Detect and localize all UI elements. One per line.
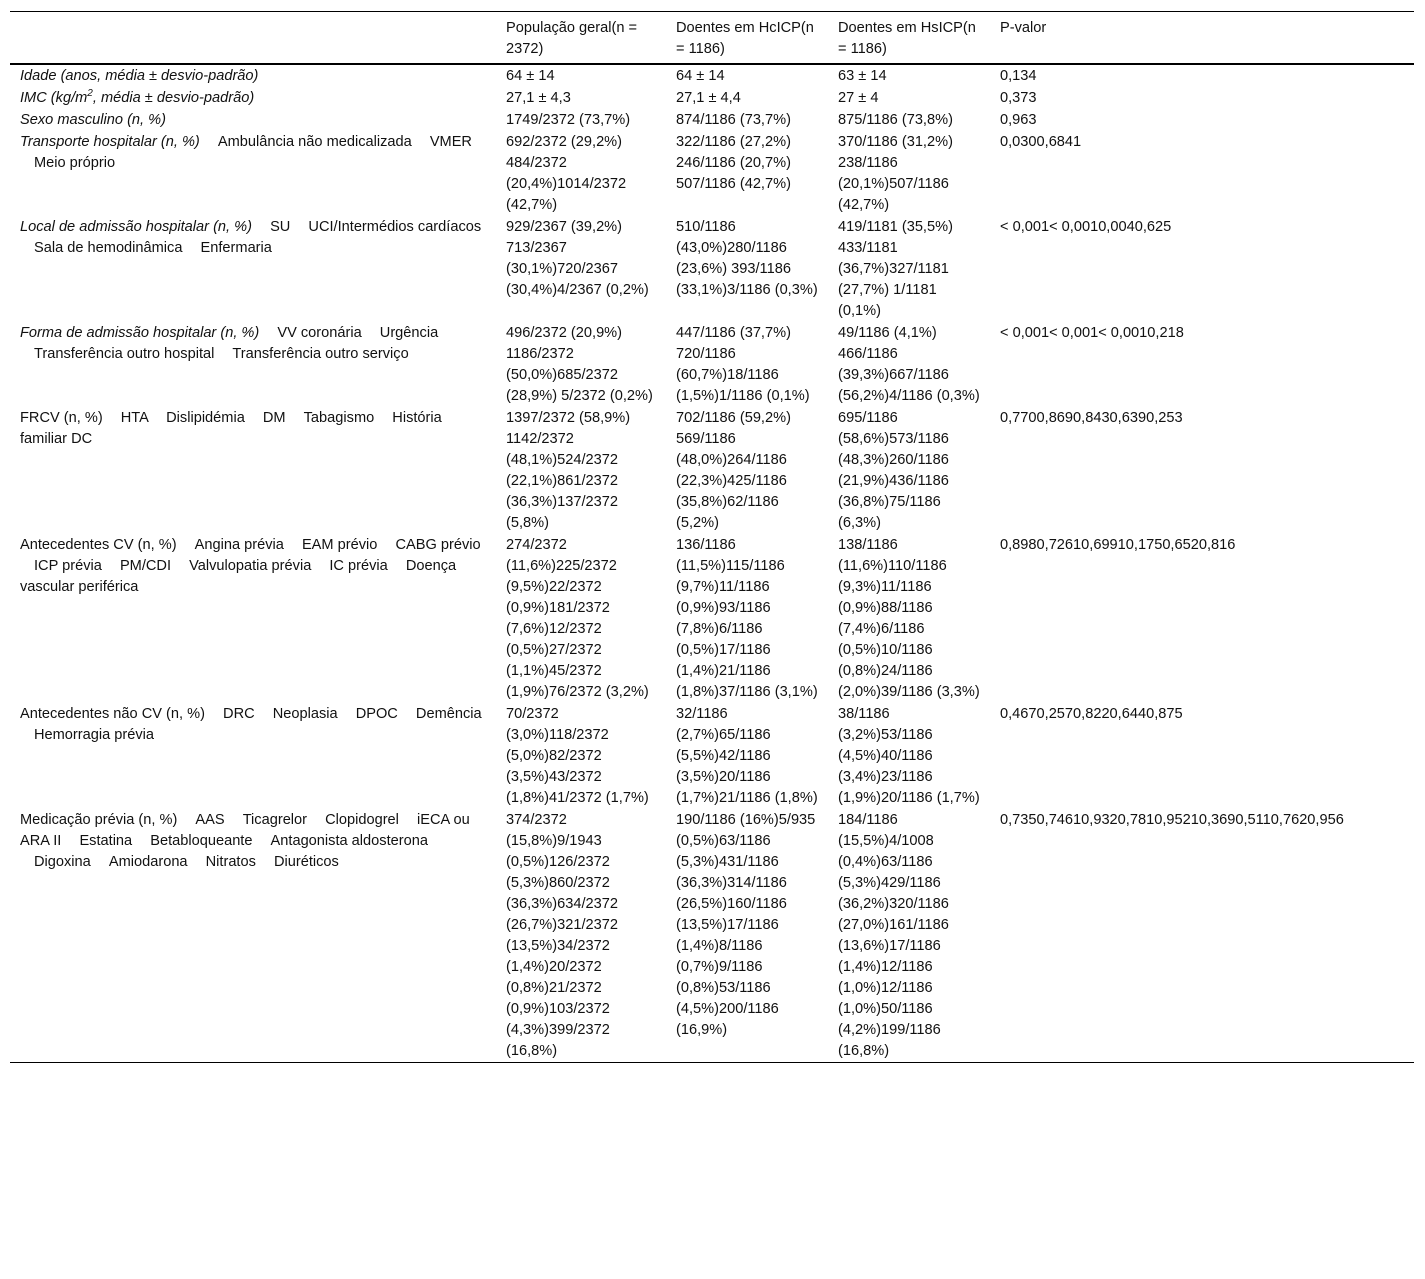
row-subitem: Meio próprio: [34, 155, 116, 171]
row-subitem: Transferência outro hospital: [34, 346, 215, 362]
row-label-text: FRCV (n, %): [20, 410, 103, 426]
table-row: [10, 109, 1414, 131]
cell-hcicp: 64 ± 14: [676, 68, 725, 84]
header-hsicp: Doentes em HsICP(n = 1186): [838, 20, 976, 57]
table-header-row: [10, 12, 1414, 65]
cell-hsicp: 27 ± 4: [838, 90, 879, 106]
row-subitem: ICP prévia: [34, 558, 102, 574]
cell-general: 27,1 ± 4,3: [506, 90, 571, 106]
cell-general: 274/2372 (11,6%)225/2372 (9,5%)22/2372 (0,9%)181/2372 (7,6%)12/2372 (0,5%)27/2372 (1,1%)45/2372 (1,9%)76/2372 (3,2%): [506, 537, 649, 700]
row-subitem: CABG prévio: [395, 537, 481, 553]
row-subitem: Demência: [415, 706, 482, 722]
row-label-text: IMC (kg/m: [20, 90, 88, 106]
row-label-text: Forma de admissão hospitalar (n, %): [20, 325, 260, 341]
cell-hcicp: 874/1186 (73,7%): [676, 112, 791, 128]
cell-general: 929/2367 (39,2%) 713/2367 (30,1%)720/2367 (30,4%)4/2367 (0,2%): [506, 219, 649, 298]
row-subitem: SU: [270, 219, 291, 235]
row-subitem: Betabloqueante: [150, 833, 253, 849]
header-p-value: P-valor: [1000, 20, 1047, 36]
row-label-text: Medicação prévia (n, %): [20, 812, 178, 828]
row-subitem: Amiodarona: [108, 854, 188, 870]
cell-hsicp: 370/1186 (31,2%) 238/1186 (20,1%)507/1186 (42,7%): [838, 134, 953, 213]
row-label: [10, 703, 496, 809]
header-empty: [10, 12, 496, 65]
table-row: [10, 216, 1414, 322]
row-label: [10, 534, 496, 703]
cell-general: 374/2372 (15,8%)9/1943 (0,5%)126/2372 (5,3%)860/2372 (36,3%)634/2372 (26,7%)321/2372 (13,5%)34/2372 (1,4%)20/2372 (0,8%)21/2372 (0,9%)103/2372 (4,3%)399/2372 (16,8%): [506, 812, 618, 1059]
cell-p-value: 0,7700,8690,8430,6390,253: [1000, 410, 1183, 426]
row-subitem: VMER: [429, 134, 472, 150]
row-subitem: Neoplasia: [272, 706, 338, 722]
cell-hsicp: 419/1181 (35,5%) 433/1181 (36,7%)327/1181 (27,7%) 1/1181 (0,1%): [838, 219, 953, 319]
cell-p-value: 0,7350,74610,9320,7810,95210,3690,5110,7620,956: [1000, 812, 1344, 828]
row-subitem: Valvulopatia prévia: [189, 558, 312, 574]
cell-general: 70/2372 (3,0%)118/2372 (5,0%)82/2372 (3,5%)43/2372 (1,8%)41/2372 (1,7%): [506, 706, 649, 806]
cell-hcicp: 447/1186 (37,7%) 720/1186 (60,7%)18/1186 (1,5%)1/1186 (0,1%): [676, 325, 810, 404]
row-subitem: Enfermaria: [200, 240, 272, 256]
row-subitem: Hemorragia prévia: [34, 727, 155, 743]
table-container: [10, 11, 1414, 1063]
row-subitem: DM: [262, 410, 286, 426]
cell-hcicp: 27,1 ± 4,4: [676, 90, 741, 106]
table-row: [10, 534, 1414, 703]
baseline-characteristics-table: [10, 11, 1414, 1063]
row-subitem: Estatina: [79, 833, 133, 849]
row-subitem: DPOC: [355, 706, 398, 722]
row-label-text: Local de admissão hospitalar (n, %): [20, 219, 252, 235]
row-label-text: Idade (anos, média ± desvio-padrão): [20, 68, 259, 84]
cell-hcicp: 702/1186 (59,2%) 569/1186 (48,0%)264/1186 (22,3%)425/1186 (35,8%)62/1186 (5,2%): [676, 410, 791, 531]
cell-hsicp: 695/1186 (58,6%)573/1186 (48,3%)260/1186 (21,9%)436/1186 (36,8%)75/1186 (6,3%): [838, 410, 949, 531]
table-row: [10, 64, 1414, 87]
cell-hcicp: 322/1186 (27,2%) 246/1186 (20,7%) 507/1186 (42,7%): [676, 134, 791, 192]
row-label: [10, 809, 496, 1063]
row-subitem: AAS: [195, 812, 225, 828]
row-subitem: Ambulância não medicalizada: [217, 134, 412, 150]
cell-hsicp: 49/1186 (4,1%) 466/1186 (39,3%)667/1186 (56,2%)4/1186 (0,3%): [838, 325, 980, 404]
cell-p-value: < 0,001< 0,0010,0040,625: [1000, 219, 1172, 235]
row-subitem: Ticagrelor: [242, 812, 308, 828]
row-label-text: Sexo masculino (n, %): [20, 112, 166, 128]
cell-hsicp: 138/1186 (11,6%)110/1186 (9,3%)11/1186 (0,9%)88/1186 (7,4%)6/1186 (0,5%)10/1186 (0,8%)24/1186 (2,0%)39/1186 (3,3%): [838, 537, 980, 700]
table-row: [10, 131, 1414, 216]
header-hcicp: Doentes em HcICP(n = 1186): [676, 20, 814, 57]
cell-p-value: 0,963: [1000, 112, 1037, 128]
superscript: 2: [87, 88, 93, 100]
cell-hcicp: 136/1186 (11,5%)115/1186 (9,7%)11/1186 (0,9%)93/1186 (7,8%)6/1186 (0,5%)17/1186 (1,4%)21/1186 (1,8%)37/1186 (3,1%): [676, 537, 818, 700]
row-subitem: EAM prévio: [301, 537, 378, 553]
cell-p-value: 0,134: [1000, 68, 1037, 84]
row-subitem: Diuréticos: [273, 854, 339, 870]
cell-hsicp: 875/1186 (73,8%): [838, 112, 953, 128]
row-subitem: IC prévia: [329, 558, 388, 574]
cell-general: 1397/2372 (58,9%) 1142/2372 (48,1%)524/2372 (22,1%)861/2372 (36,3%)137/2372 (5,8%): [506, 410, 631, 531]
row-label: [10, 64, 496, 87]
cell-general: 1749/2372 (73,7%): [506, 112, 631, 128]
row-subitem: Tabagismo: [303, 410, 375, 426]
cell-p-value: < 0,001< 0,001< 0,0010,218: [1000, 325, 1184, 341]
row-label: [10, 109, 496, 131]
row-subitem: VV coronária: [277, 325, 362, 341]
cell-p-value: 0,4670,2570,8220,6440,875: [1000, 706, 1183, 722]
table-row: [10, 703, 1414, 809]
cell-p-value: 0,8980,72610,69910,1750,6520,816: [1000, 537, 1236, 553]
row-subitem: HTA: [120, 410, 149, 426]
row-label: [10, 407, 496, 534]
row-subitem: Angina prévia: [194, 537, 284, 553]
row-subitem: DRC: [223, 706, 255, 722]
table-row: [10, 87, 1414, 109]
cell-p-value: 0,373: [1000, 90, 1037, 106]
row-subitem: Sala de hemodinâmica: [34, 240, 183, 256]
row-subitem: UCI/Intermédios cardíacos: [308, 219, 482, 235]
row-subitem: História familiar DC: [20, 410, 442, 447]
cell-hsicp: 184/1186 (15,5%)4/1008 (0,4%)63/1186 (5,3%)429/1186 (36,2%)320/1186 (27,0%)161/1186 (13,6%)17/1186 (1,4%)12/1186 (1,0%)12/1186 (1,0%)50/1186 (4,2%)199/1186 (16,8%): [838, 812, 949, 1059]
row-subitem: Clopidogrel: [325, 812, 399, 828]
cell-hcicp: 510/1186 (43,0%)280/1186 (23,6%) 393/1186 (33,1%)3/1186 (0,3%): [676, 219, 818, 298]
row-label-text: Transporte hospitalar (n, %): [20, 134, 200, 150]
cell-hsicp: 63 ± 14: [838, 68, 887, 84]
row-subitem: Dislipidémia: [166, 410, 245, 426]
table-row: [10, 322, 1414, 407]
row-subitem: Transferência outro serviço: [232, 346, 409, 362]
row-label-text: Antecedentes CV (n, %): [20, 537, 177, 553]
row-subitem: Urgência: [379, 325, 439, 341]
header-general-population: População geral(n = 2372): [506, 20, 638, 57]
row-subitem: Nitratos: [205, 854, 256, 870]
cell-hcicp: 32/1186 (2,7%)65/1186 (5,5%)42/1186 (3,5%)20/1186 (1,7%)21/1186 (1,8%): [676, 706, 818, 806]
row-label: [10, 87, 496, 109]
table-row: [10, 407, 1414, 534]
cell-p-value: 0,0300,6841: [1000, 134, 1082, 150]
row-subitem: Digoxina: [34, 854, 91, 870]
row-label: [10, 131, 496, 216]
row-label-text-suffix: , média ± desvio-padrão): [92, 90, 255, 106]
cell-hsicp: 38/1186 (3,2%)53/1186 (4,5%)40/1186 (3,4%)23/1186 (1,9%)20/1186 (1,7%): [838, 706, 980, 806]
row-label: [10, 216, 496, 322]
row-subitem: iECA ou ARA II: [20, 812, 470, 849]
table-row: [10, 809, 1414, 1063]
row-subitem: Antagonista aldosterona: [270, 833, 428, 849]
row-label-text: Antecedentes não CV (n, %): [20, 706, 205, 722]
row-subitem: PM/CDI: [119, 558, 172, 574]
row-subitem: Doença vascular periférica: [20, 558, 457, 595]
cell-general: 64 ± 14: [506, 68, 555, 84]
cell-hcicp: 190/1186 (16%)5/935 (0,5%)63/1186 (5,3%)431/1186 (36,3%)314/1186 (26,5%)160/1186 (13,5%)17/1186 (1,4%)8/1186 (0,7%)9/1186 (0,8%)53/1186 (4,5%)200/1186 (16,9%): [676, 812, 816, 1038]
cell-general: 496/2372 (20,9%) 1186/2372 (50,0%)685/2372 (28,9%) 5/2372 (0,2%): [506, 325, 653, 404]
row-label: [10, 322, 496, 407]
cell-general: 692/2372 (29,2%) 484/2372 (20,4%)1014/2372 (42,7%): [506, 134, 627, 213]
